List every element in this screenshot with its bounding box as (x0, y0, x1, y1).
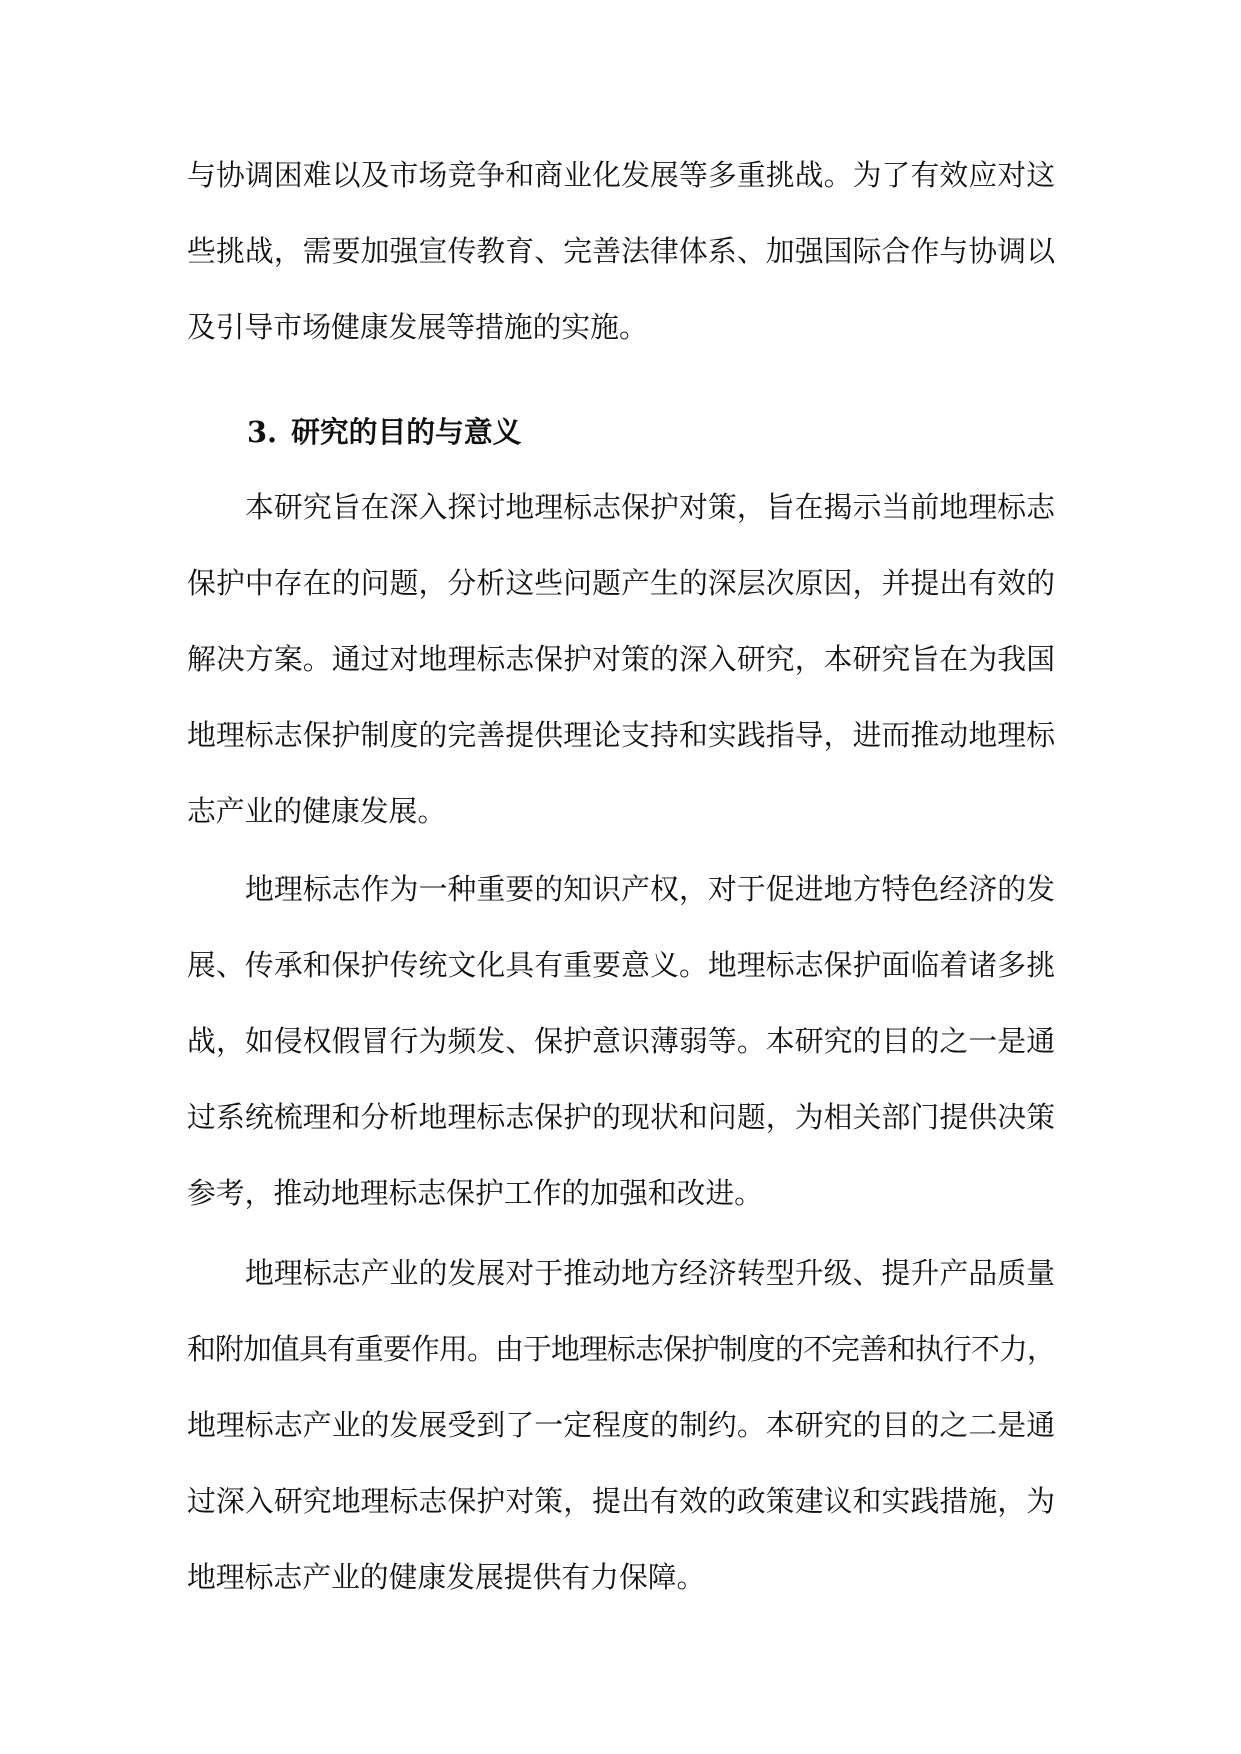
continuation-paragraph (187, 137, 1055, 365)
paragraph (187, 469, 1055, 849)
section-heading (247, 394, 521, 470)
section-number: 3. (247, 415, 278, 449)
paragraph (187, 1235, 1055, 1615)
text-line: 地理标志产业的发展对于推动地方经济转型升级、提升产品质量 (245, 1256, 1055, 1290)
text-line: 及引导市场健康发展等措施的实施。 (187, 310, 648, 344)
section-title: 研究的目的与意义 (291, 415, 522, 449)
text-line: 展、传承和保护传统文化具有重要意义。地理标志保护面临着诸多挑 (187, 948, 1055, 982)
text-line: 地理标志产业的发展受到了一定程度的制约。本研究的目的之二是通 (187, 1408, 1055, 1442)
text-line: 本研究旨在深入探讨地理标志保护对策，旨在揭示当前地理标志 (245, 490, 1055, 524)
text-line: 和附加值具有重要作用。由于地理标志保护制度的不完善和执行不力， (187, 1332, 1055, 1366)
text-line: 地理标志保护制度的完善提供理论支持和实践指导，进而推动地理标 (187, 718, 1055, 752)
text-line: 解决方案。通过对地理标志保护对策的深入研究，本研究旨在为我国 (187, 642, 1055, 676)
text-line: 过系统梳理和分析地理标志保护的现状和问题，为相关部门提供决策 (187, 1100, 1055, 1134)
text-line: 地理标志作为一种重要的知识产权，对于促进地方特色经济的发 (245, 872, 1055, 906)
text-line: 与协调困难以及市场竞争和商业化发展等多重挑战。为了有效应对这 (187, 158, 1055, 192)
paragraph (187, 851, 1055, 1231)
text-line: 保护中存在的问题，分析这些问题产生的深层次原因，并提出有效的 (187, 566, 1055, 600)
text-line: 地理标志产业的健康发展提供有力保障。 (187, 1560, 706, 1594)
text-line: 些挑战，需要加强宣传教育、完善法律体系、加强国际合作与协调以 (187, 234, 1055, 268)
text-line: 参考，推动地理标志保护工作的加强和改进。 (187, 1176, 763, 1210)
text-line: 战，如侵权假冒行为频发、保护意识薄弱等。本研究的目的之一是通 (187, 1024, 1055, 1058)
text-line: 过深入研究地理标志保护对策，提出有效的政策建议和实践措施，为 (187, 1484, 1055, 1518)
text-line: 志产业的健康发展。 (187, 794, 447, 828)
